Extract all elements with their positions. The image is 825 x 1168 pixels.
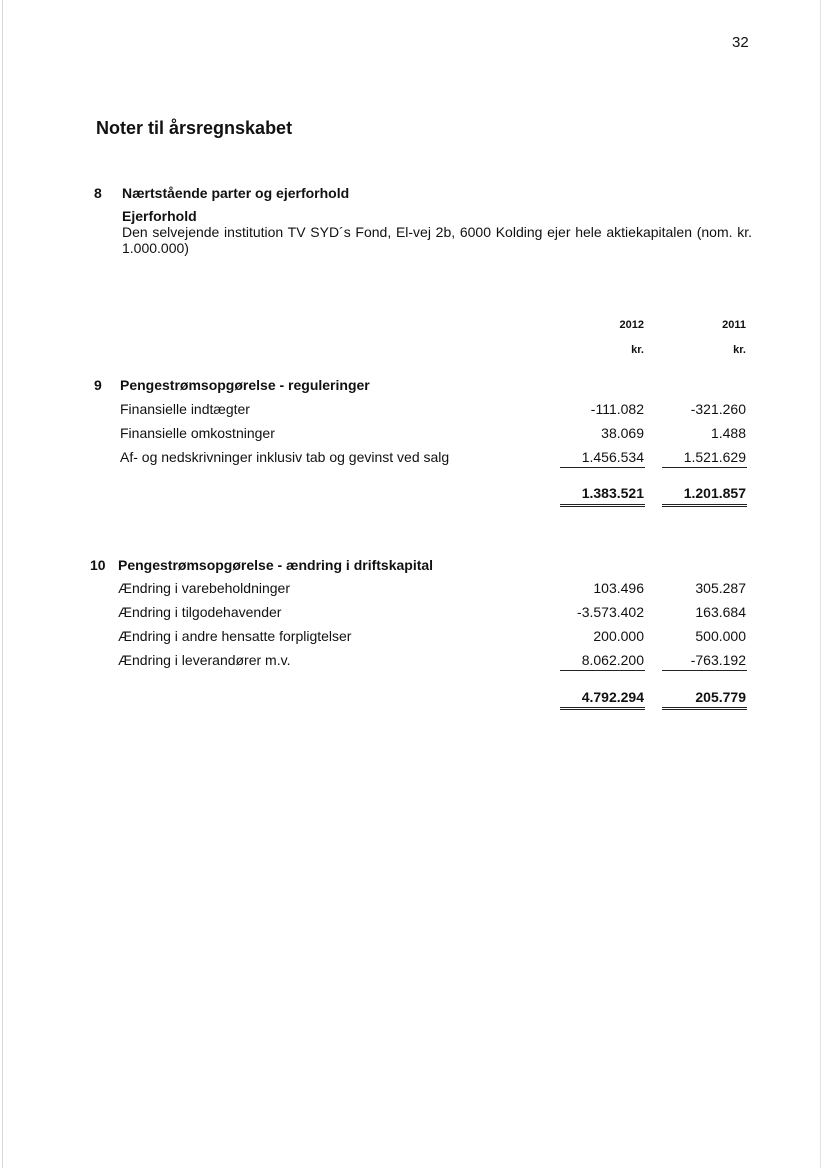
note-10-row-label: Ændring i tilgodehavender [118, 604, 282, 620]
note-9-row-label: Af- og nedskrivninger inklusiv tab og gevinst ved salg [120, 449, 450, 465]
note-10-row-value-2012: 200.000 [593, 628, 644, 644]
page-title: Noter til årsregnskabet [96, 118, 293, 138]
column-unit-2011: kr. [733, 344, 746, 356]
note-10-row-label: Ændring i andre hensatte forpligtelser [118, 628, 352, 644]
total-double-rule-2011 [662, 707, 747, 710]
note-9-row-value-2011: 1.521.629 [683, 449, 746, 465]
note-9-row-label: Finansielle indtægter [120, 401, 250, 417]
page-number: 32 [732, 34, 749, 51]
note-8-title: Nærtstående parter og ejerforhold [122, 185, 350, 201]
note-10-title: Pengestrømsopgørelse - ændring i driftskapital [118, 557, 434, 573]
note-8-subtitle: Ejerforhold [122, 208, 197, 224]
total-double-rule-2011 [662, 504, 747, 507]
page-edge-right [820, 0, 821, 1168]
note-10-row-value-2011: -763.192 [690, 652, 746, 668]
note-9-title: Pengestrømsopgørelse - reguleringer [120, 377, 370, 393]
note-10-row-label: Ændring i leverandører m.v. [118, 652, 291, 668]
note-10-row-value-2012: 103.496 [593, 580, 644, 596]
note-9-row-value-2012: 1.456.534 [581, 449, 644, 465]
note-10-row-value-2011: 163.684 [695, 604, 746, 620]
note-10-row-value-2012: 8.062.200 [581, 652, 644, 668]
note-9-row-value-2011: 1.488 [710, 425, 746, 441]
column-header-2012: 2012 [619, 319, 644, 331]
note-10-row-value-2012: -3.573.402 [577, 604, 644, 620]
column-header-2011: 2011 [722, 319, 746, 331]
note-9-row-value-2012: -111.082 [590, 401, 644, 417]
column-unit-2012: kr. [631, 344, 644, 356]
note-10-total-2012: 4.792.294 [581, 689, 644, 705]
subtotal-rule-2012 [560, 467, 645, 468]
note-9-row-value-2011: -321.260 [690, 401, 746, 417]
note-10-row-value-2011: 500.000 [695, 628, 746, 644]
note-9-total-2012: 1.383.521 [581, 485, 644, 501]
subtotal-rule-2011 [662, 467, 747, 468]
note-8-number: 8 [94, 185, 102, 201]
note-10-number: 10 [90, 557, 106, 573]
note-8-text: Den selvejende institution TV SYD´s Fond, El-vej 2b, 6000 Kolding ejer hele aktiekapitalen (nom. kr. 1.000.000) [122, 224, 752, 256]
total-double-rule-2012 [560, 707, 645, 710]
page-edge-left [2, 0, 3, 1168]
note-10-row-label: Ændring i varebeholdninger [118, 580, 290, 596]
note-9-row-value-2012: 38.069 [601, 425, 644, 441]
subtotal-rule-2011 [662, 670, 747, 671]
note-10-total-2011: 205.779 [695, 689, 746, 705]
note-9-number: 9 [94, 377, 102, 393]
note-10-row-value-2011: 305.287 [695, 580, 746, 596]
subtotal-rule-2012 [560, 670, 645, 671]
total-double-rule-2012 [560, 504, 645, 507]
note-9-total-2011: 1.201.857 [683, 485, 746, 501]
note-9-row-label: Finansielle omkostninger [120, 425, 275, 441]
